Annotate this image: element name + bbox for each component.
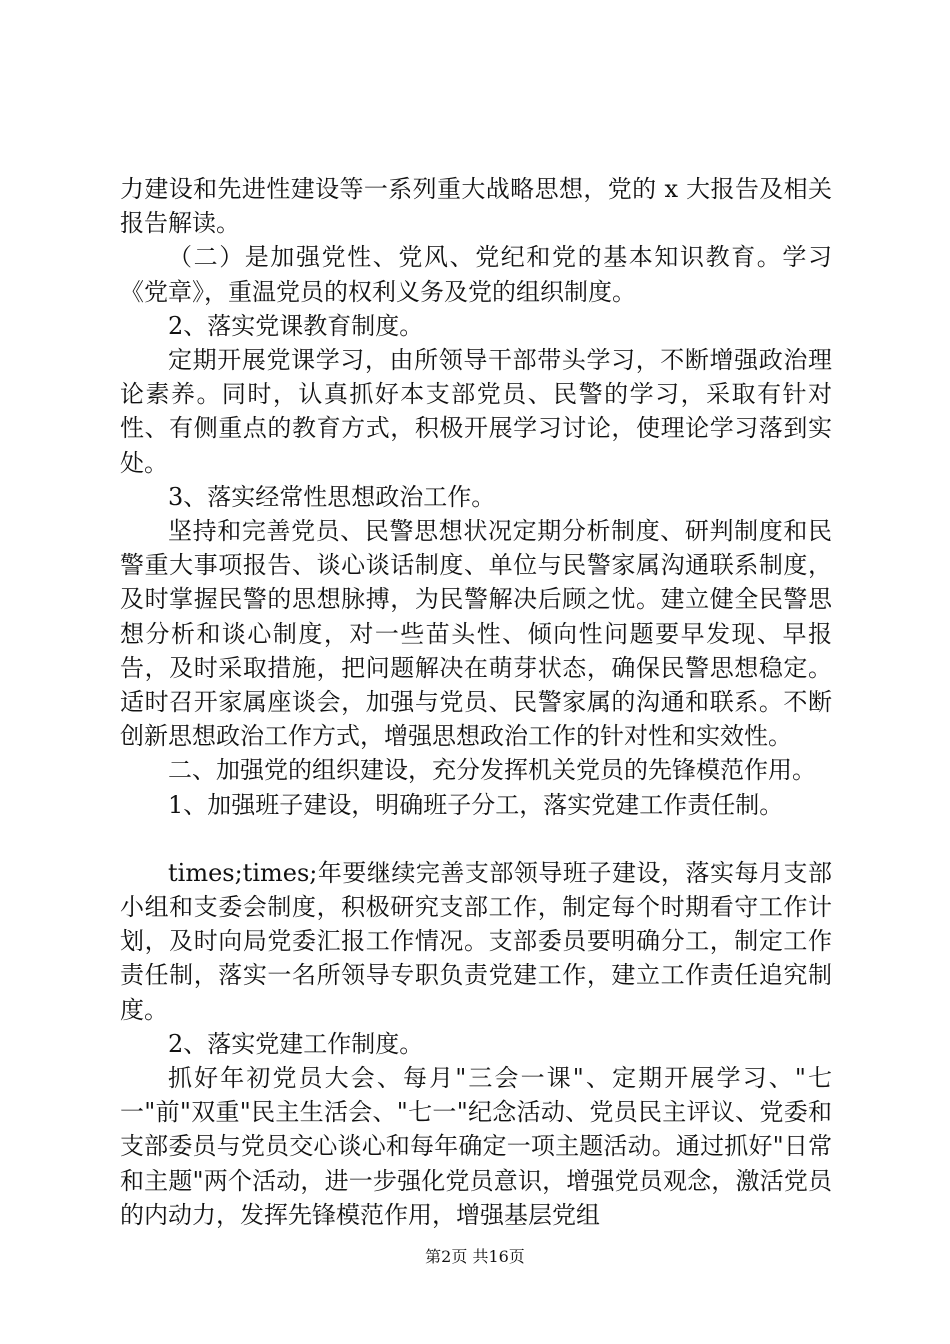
paragraph-team-building-heading: 1、加强班子建设，明确班子分工，落实党建工作责任制。 [168, 790, 784, 819]
paragraph-continuation: 力建设和先进性建设等一系列重大战略思想，党的 x 大报告及相关报告解读。 [120, 175, 832, 238]
document-body [120, 172, 832, 1232]
paragraph-part-two-heading: 二、加强党的组织建设，充分发挥机关党员的先锋模范作用。 [168, 756, 816, 785]
blank-line [120, 822, 832, 856]
paragraph-item-3-heading: 3、落实经常性思想政治工作。 [168, 482, 496, 511]
paragraph-team-building: times;times;年要继续完善支部领导班子建设，落实每月支部小组和支委会制度，积极研究支部工作，制定每个时期看守工作计划，及时向局党委汇报工作情况。支部委员要明确分工，制定工作责任制，落实一名所领导专职负责党建工作，建立工作责任追究制度。 [120, 858, 832, 1024]
paragraph-party-system-heading: 2、落实党建工作制度。 [168, 1029, 424, 1058]
paragraph-party-class-study: 定期开展党课学习，由所领导干部带头学习，不断增强政治理论素养。同时，认真抓好本支部党员、民警的学习，采取有针对性、有侧重点的教育方式，积极开展学习讨论，使理论学习落到实处。 [120, 346, 832, 477]
page-number: 第2页 共16页 [425, 1247, 525, 1266]
paragraph-political-work: 坚持和完善党员、民警思想状况定期分析制度、研判制度和民警重大事项报告、谈心谈话制度、单位与民警家属沟通联系制度，及时掌握民警的思想脉搏，为民警解决后顾之忧。建立健全民警思想分析和谈心制度，对一些苗头性、倾向性问题要早发现、早报告，及时采取措施，把问题解决在萌芽状态，确保民警思想稳定。适时召开家属座谈会，加强与党员、民警家属的沟通和联系。不断创新思想政治工作方式，增强思想政治工作的针对性和实效性。 [120, 517, 832, 751]
paragraph-section-two-heading: （二）是加强党性、党风、党纪和党的基本知识教育。学习《党章》，重温党员的权利义务及党的组织制度。 [120, 243, 832, 306]
paragraph-item-2-heading: 2、落实党课教育制度。 [168, 311, 424, 340]
paragraph-party-activities: 抓好年初党员大会、每月"三会一课"、定期开展学习、"七一"前"双重"民主生活会、"七一"纪念活动、党员民主评议、党委和支部委员与党员交心谈心和每年确定一项主题活动。通过抓好"日常和主题"两个活动，进一步强化党员意识，增强党员观念，激活党员的内动力，发挥先锋模范作用，增强基层党组 [120, 1064, 832, 1229]
